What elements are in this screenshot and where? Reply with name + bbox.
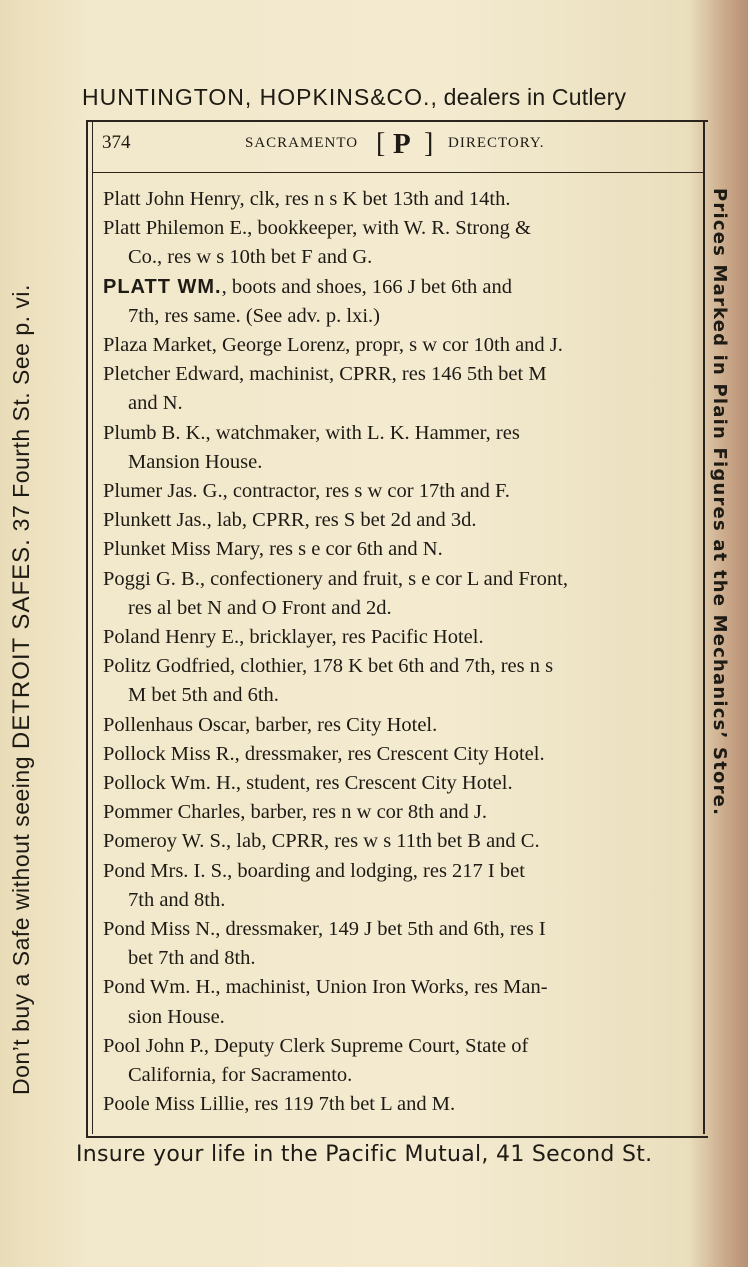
- entry-text: , boots and shoes, 166 J bet 6th and: [221, 275, 513, 298]
- entry-text: Platt Philemon E., bookkeeper, with W. R. Strong &: [103, 217, 531, 240]
- entry-text: Politz Godfried, clothier, 178 K bet 6th and 7th, res n s: [103, 655, 554, 678]
- entry-text: Poggi G. B., confectionery and fruit, s e cor L and Front,: [103, 567, 568, 590]
- entry-text: Pomeroy W. S., lab, CPRR, res w s 11th bet B and C.: [103, 830, 540, 853]
- frame-right-rule: [703, 120, 705, 1134]
- entry-continuation: res al bet N and O Front and 2d.: [128, 596, 392, 619]
- section-letter: P: [393, 128, 411, 160]
- directory-entry: [103, 769, 695, 798]
- entry-text: Pond Wm. H., machinist, Union Iron Works, res Man-: [103, 976, 548, 999]
- top-ad-firm: HUNTINGTON, HOPKINS&CO.: [82, 84, 431, 110]
- directory-entry: [103, 857, 695, 915]
- left-ad-text: Don’t buy a Safe without seeing: [8, 749, 34, 1095]
- entry-text: Pollock Miss R., dressmaker, res Crescent City Hotel.: [103, 742, 545, 765]
- frame-inner-rule: [92, 120, 93, 1134]
- directory-entry: [103, 419, 695, 477]
- header-rule: [92, 172, 704, 173]
- entry-continuation: 7th and 8th.: [128, 888, 226, 911]
- directory-entry: [103, 973, 695, 1031]
- entry-text: Platt John Henry, clk, res n s K bet 13th and 14th.: [103, 188, 511, 210]
- left-margin-advertisement: [8, 145, 36, 1095]
- directory-entry: [103, 711, 695, 740]
- entry-continuation: and N.: [128, 392, 183, 415]
- entry-continuation: California, for Sacramento.: [128, 1064, 353, 1087]
- entry-text: Pollock Wm. H., student, res Crescent City Hotel.: [103, 772, 513, 795]
- bracket-left: [: [376, 128, 386, 159]
- entry-text: Pletcher Edward, machinist, CPRR, res 146 5th bet M: [103, 363, 547, 386]
- directory-entry: [103, 565, 695, 623]
- directory-entry: [103, 1032, 695, 1090]
- directory-entry: [103, 214, 695, 272]
- top-ad-rest: , dealers in Cutlery: [430, 84, 627, 110]
- directory-entry: [103, 185, 695, 214]
- entry-text: Pond Mrs. I. S., boarding and lodging, res 217 I bet: [103, 859, 525, 882]
- directory-entry: [103, 1090, 695, 1119]
- entry-continuation: Co., res w s 10th bet F and G.: [128, 246, 373, 269]
- entry-text: Pommer Charles, barber, res n w cor 8th and J.: [103, 801, 488, 824]
- entry-text: Poland Henry E., bricklayer, res Pacific Hotel.: [103, 626, 484, 649]
- entry-continuation: sion House.: [128, 1005, 225, 1028]
- right-margin-advertisement: Prices Marked in Plain Figures at the Mechanics’ Store.: [709, 188, 730, 817]
- directory-entry: [103, 506, 695, 535]
- directory-entry: [103, 740, 695, 769]
- directory-entry: [103, 360, 695, 418]
- entry-text: Pool John P., Deputy Clerk Supreme Court, State of: [103, 1034, 529, 1057]
- left-ad-address: 37 Fourth St. See p. vi.: [8, 284, 34, 539]
- running-head-city: SACRAMENTO: [245, 135, 359, 151]
- directory-entry: [103, 827, 695, 856]
- top-advertisement: [82, 84, 722, 111]
- directory-entry: [103, 331, 695, 360]
- entry-text: Plumb B. K., watchmaker, with L. K. Hammer, res: [103, 421, 520, 444]
- entry-text: Pollenhaus Oscar, barber, res City Hotel.: [103, 713, 438, 736]
- entry-bold-name: PLATT WM.: [103, 275, 222, 298]
- directory-entry: [103, 273, 695, 331]
- entry-text: Plunkett Jas., lab, CPRR, res S bet 2d and 3d.: [103, 509, 477, 532]
- entry-text: Poole Miss Lillie, res 119 7th bet L and M.: [103, 1093, 456, 1116]
- directory-entry: [103, 535, 695, 564]
- page-number: 374: [102, 132, 131, 153]
- entry-text: Pond Miss N., dressmaker, 149 J bet 5th and 6th, res I: [103, 918, 546, 941]
- directory-entry: [103, 915, 695, 973]
- entry-continuation: Mansion House.: [128, 450, 263, 473]
- left-ad-brand: DETROIT SAFES.: [8, 538, 35, 750]
- directory-entry: [103, 652, 695, 710]
- entry-text: Plumer Jas. G., contractor, res s w cor 17th and F.: [103, 480, 510, 503]
- entry-text: Plunket Miss Mary, res s e cor 6th and N.: [103, 538, 443, 561]
- directory-entry: [103, 477, 695, 506]
- entry-continuation: M bet 5th and 6th.: [128, 684, 279, 707]
- directory-entry: [103, 623, 695, 652]
- directory-entry: [103, 798, 695, 827]
- entry-continuation: 7th, res same. (See adv. p. lxi.): [128, 304, 381, 327]
- running-head: [100, 130, 700, 166]
- bracket-right: ]: [424, 128, 434, 159]
- entry-text: Plaza Market, George Lorenz, propr, s w cor 10th and J.: [103, 334, 563, 357]
- directory-entries: [103, 185, 695, 1120]
- running-head-directory: DIRECTORY.: [448, 135, 545, 151]
- entry-continuation: bet 7th and 8th.: [128, 947, 256, 970]
- bottom-advertisement: Insure your life in the Pacific Mutual, 41 Second St.: [76, 1142, 653, 1167]
